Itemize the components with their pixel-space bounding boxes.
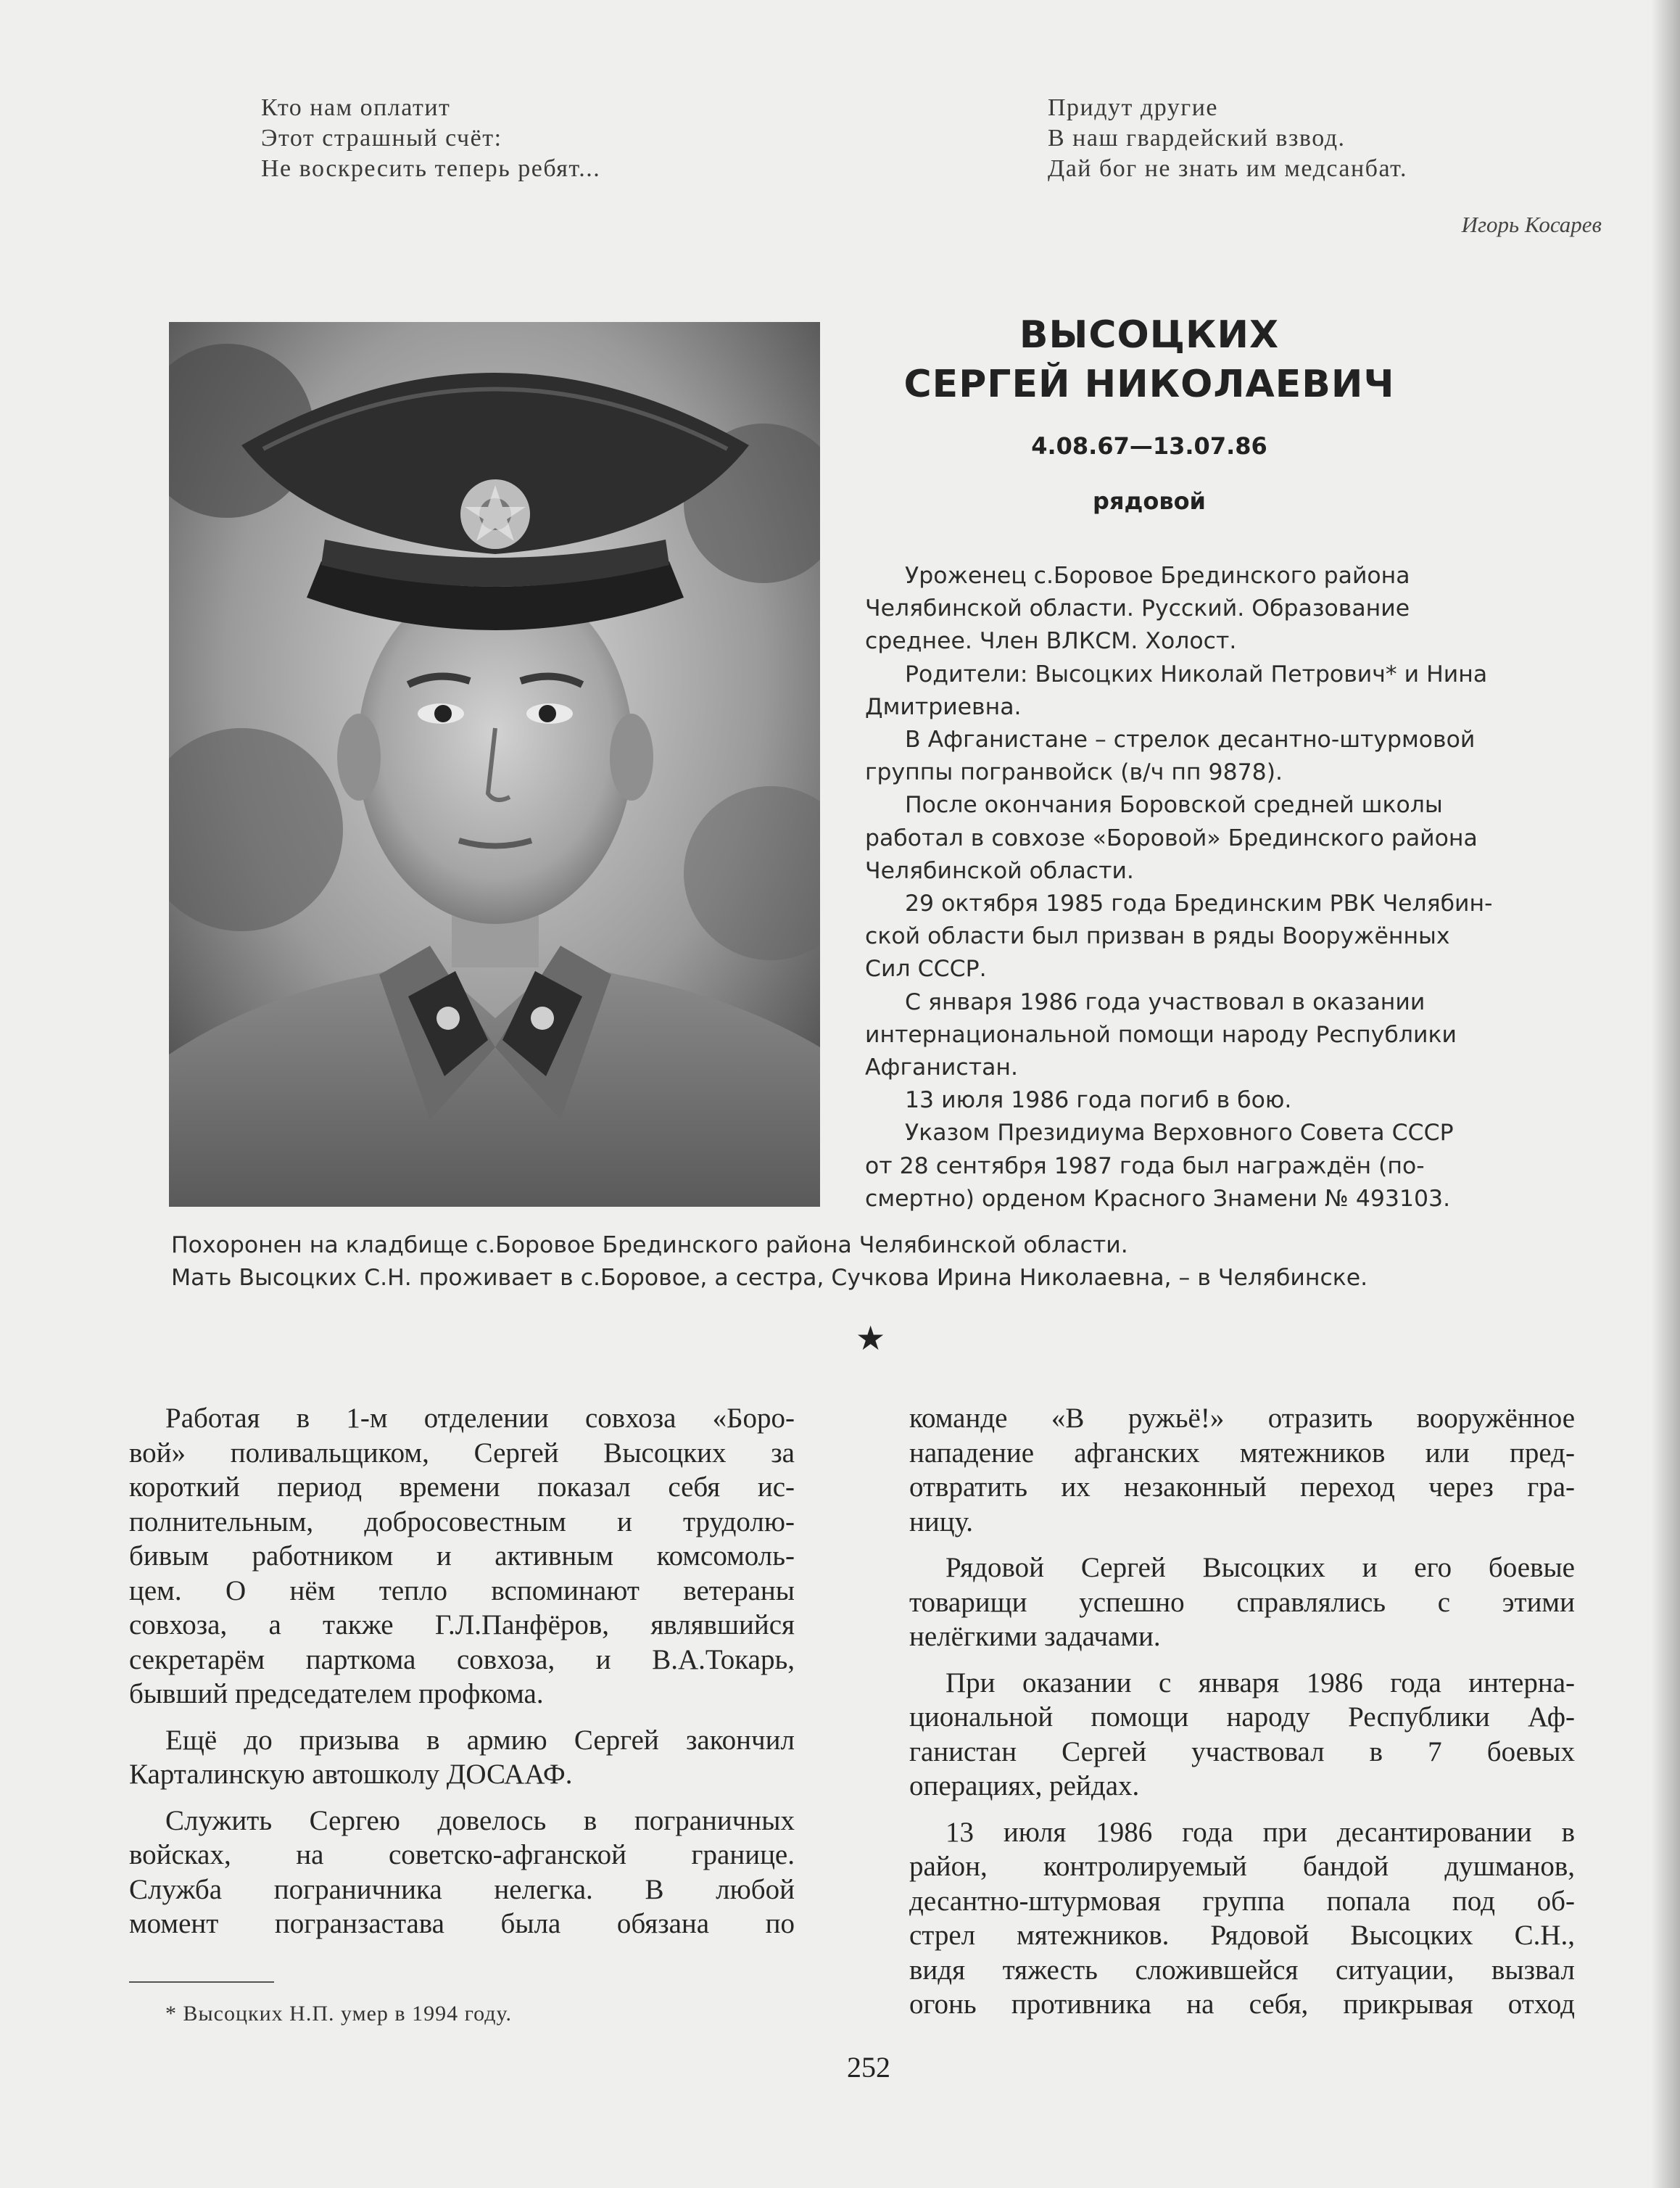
poem-right-stanza: [1048, 93, 1407, 184]
burial-info: [171, 1229, 1367, 1295]
poem-line: Этот страшный счёт:: [261, 125, 502, 152]
bio-paragraph: В Афганистане – стрелок десантно-штурмовой группы погранвойск (в/ч пп 9878).: [865, 727, 1476, 786]
bio-paragraph: Родители: Высоцких Николай Петрович* и Нина Дмитриевна.: [865, 661, 1488, 720]
portrait-photo: [169, 322, 820, 1207]
bio-paragraph: После окончания Боровской средней школы работал в совхозе «Боровой» Брединского района Челябинской области.: [865, 792, 1478, 884]
bio-paragraph: 13 июля 1986 года погиб в бою.: [905, 1087, 1292, 1114]
star-ornament: ★: [856, 1320, 886, 1357]
article-paragraph: Работая в 1-м отделении совхоза «Боро- вой» поливальщиком, Сергей Высоцких за короткий период времени показал себя ис- полнительным, добросовестным и трудолю- бивым работником и активным комсомоль- цем. О нём тепло вспоминают ветераны совхоза, а также Г.Л.Панфёров, являвшийся секретарём парткома совхоза, и В.А.Токарь, бывший председателем профкома.: [129, 1403, 795, 1709]
footnote: * Высоцких Н.П. умер в 1994 году.: [165, 2002, 513, 2026]
family-line: Мать Высоцких С.Н. проживает в с.Боровое, а сестра, Сучкова Ирина Николаевна, – в Челябинске.: [171, 1265, 1368, 1291]
military-rank: рядовой: [1093, 487, 1206, 515]
poem-line: Кто нам оплатит: [261, 94, 451, 121]
poem-author: Игорь Косарев: [1461, 212, 1602, 237]
page-edge-shadow: [1651, 0, 1680, 2188]
person-surname: ВЫСОЦКИХ: [1019, 313, 1280, 357]
bio-paragraph: 29 октября 1985 года Брединским РВК Челябин- ской области был призван в ряды Вооружённых Сил СССР.: [865, 891, 1493, 983]
portrait-illustration: [169, 322, 820, 1207]
article-paragraph: Рядовой Сергей Высоцких и его боевые товарищи успешно справлялись с этими нелёгкими задачами.: [909, 1552, 1575, 1652]
bio-paragraph: Уроженец с.Боровое Брединского района Челябинской области. Русский. Образование среднее. Член ВЛКСМ. Холост.: [865, 563, 1410, 655]
poem-line: Дай бог не знать им медсанбат.: [1048, 155, 1407, 182]
bio-paragraph: С января 1986 года участвовал в оказании интернациональной помощи народу Республики Афганистан.: [865, 988, 1457, 1081]
article-right-column: [909, 1401, 1575, 2034]
page-number: 252: [847, 2051, 890, 2084]
life-dates: 4.08.67—13.07.86: [1031, 432, 1267, 460]
person-given-name: СЕРГЕЙ НИКОЛАЕВИЧ: [903, 363, 1395, 406]
burial-line: Похоронен на кладбище с.Боровое Брединского района Челябинской области.: [171, 1232, 1128, 1258]
article-paragraph: команде «В ружьё!» отразить вооружённое нападение афганских мятежников или пред- отвратить их незаконный переход через гра- ницу.: [909, 1403, 1575, 1537]
article-paragraph: Служить Сергею довелось в пограничных войсках, на советско-афганской границе. Служба пограничника нелегка. В любой момент погранзастава была обязана по: [129, 1804, 795, 1939]
article-paragraph: При оказании с января 1986 года интерна- циональной помощи народу Республики Аф- ганистан Сергей участвовал в 7 боевых операциях, рейдах.: [909, 1667, 1575, 1801]
bio-paragraph: Указом Президиума Верховного Совета СССР от 28 сентября 1987 года был награждён (по- смертно) орденом Красного Знамени № 493103.: [865, 1120, 1454, 1212]
poem-line: В наш гвардейский взвод.: [1048, 125, 1346, 152]
footnote-divider: [129, 1981, 274, 1983]
poem-left-stanza: [261, 93, 600, 184]
article-left-column: [129, 1401, 795, 1953]
poem-line: Придут другие: [1048, 94, 1218, 121]
article-paragraph: 13 июля 1986 года при десантировании в район, контролируемый бандой душманов, десантно-штурмовая группа попала под об- стрел мятежников. Рядовой Высоцких С.Н., видя тяжесть сложившейся ситуации, вызвал огонь противника на себя, прикрывая отход: [909, 1816, 1575, 2020]
biography: [865, 560, 1573, 1215]
article-paragraph: Ещё до призыва в армию Сергей закончил Карталинскую автошколу ДОСААФ.: [129, 1724, 795, 1790]
poem-line: Не воскресить теперь ребят...: [261, 155, 601, 182]
